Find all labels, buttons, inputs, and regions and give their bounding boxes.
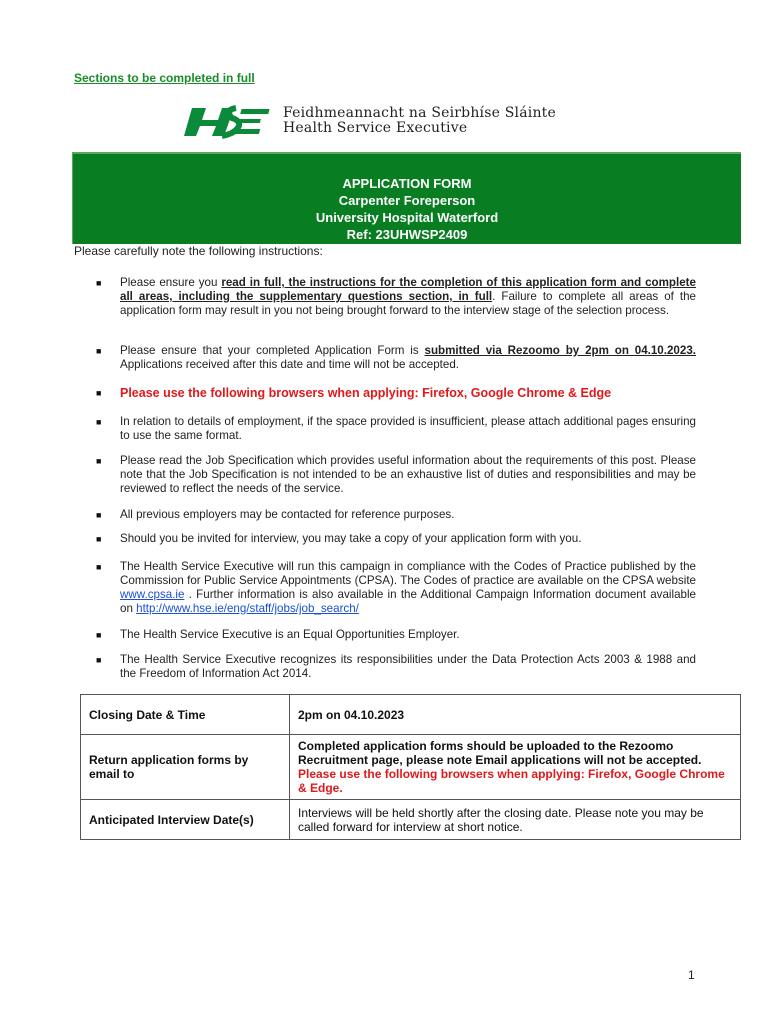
- bullet-icon: ■: [96, 388, 102, 398]
- bullet-icon: ■: [96, 456, 102, 466]
- closing-date-value: 2pm on 04.10.2023: [290, 695, 741, 735]
- instruction-item: ■ Should you be invited for interview, you may take a copy of your application form with you.: [96, 532, 582, 545]
- page-number: 1: [688, 968, 695, 982]
- interview-dates-label: Anticipated Interview Date(s): [81, 800, 290, 840]
- instruction-item: ■ Please read the Job Specification which provides useful information about the requirements of this post. Please note that the Job Specification is not intended to be an exhaustive list of duties and responsibilities and may be reviewed to reflect the needs of the service.: [96, 454, 696, 495]
- org-name-english: Health Service Executive: [283, 120, 468, 136]
- bullet-icon: ■: [96, 534, 102, 544]
- instruction-item: ■ The Health Service Executive recognizes its responsibilities under the Data Protection Acts 2003 & 1988 and the Freedom of Information Act 2014.: [96, 653, 696, 680]
- interview-dates-value: Interviews will be held shortly after the closing date. Please note you may be called forward for interview at short notice.: [290, 800, 741, 840]
- instruction-item: ■ Please use the following browsers when applying: Firefox, Google Chrome & Edge: [96, 386, 612, 400]
- table-row: [81, 695, 741, 735]
- instruction-item: ■ In relation to details of employment, if the space provided is insufficient, please attach additional pages ensuring to use the same format.: [96, 415, 696, 442]
- bullet-icon: ■: [96, 655, 102, 665]
- cpsa-link[interactable]: www.cpsa.ie: [120, 588, 185, 601]
- banner-hospital: University Hospital Waterford: [315, 210, 499, 225]
- return-forms-value: Completed application forms should be uploaded to the Rezoomo Recruitment page, please note Email applications will not be accepted. Please use the following browsers when applying: Firefox, Google Chrome & Edge.: [290, 735, 741, 800]
- bullet-icon: ■: [96, 278, 102, 288]
- instruction-item: ■ Please ensure you read in full, the instructions for the completion of this application form and complete all areas, including the supplementary questions section, in full. Failure to complete all areas of the application form may result in you not being brought forward to the interview stage of the selection process.: [96, 276, 696, 317]
- return-forms-label: Return application forms by email to: [81, 735, 290, 800]
- instruction-item: ■ Please ensure that your completed Application Form is submitted via Rezoomo by 2pm on 04.10.2023. Applications received after this date and time will not be accepted.: [96, 344, 696, 371]
- bullet-icon: ■: [96, 417, 102, 427]
- instruction-item: ■ All previous employers may be contacted for reference purposes.: [96, 508, 455, 521]
- banner-ref: Ref: 23UHWSP2409: [346, 227, 468, 242]
- table-row: [81, 800, 741, 840]
- bullet-icon: ■: [96, 630, 102, 640]
- org-name-irish: Feidhmeannacht na Seirbhíse Sláinte: [283, 105, 556, 121]
- instructions-intro: Please carefully note the following instructions:: [74, 244, 323, 258]
- hse-jobs-link[interactable]: http://www.hse.ie/eng/staff/jobs/job_search/: [136, 602, 359, 615]
- banner-title: APPLICATION FORM: [342, 176, 472, 191]
- bullet-icon: ■: [96, 510, 102, 520]
- bullet-icon: ■: [96, 346, 102, 356]
- closing-date-label: Closing Date & Time: [81, 695, 290, 735]
- sections-completed-link[interactable]: Sections to be completed in full: [74, 71, 255, 85]
- instruction-item: ■ The Health Service Executive will run this campaign in compliance with the Codes of Practice published by the Commission for Public Service Appointments (CPSA). The Codes of practice are available on the CPSA website www.cpsa.ie . Further information is also available in the Additional Campaign Information document available on http://www.hse.ie/eng/staff/jobs/job_search/: [96, 560, 696, 615]
- application-banner: [72, 152, 741, 244]
- hse-logo-icon: [184, 100, 276, 140]
- details-table: [80, 694, 741, 840]
- bullet-icon: ■: [96, 562, 102, 572]
- instruction-item: ■ The Health Service Executive is an Equal Opportunities Employer.: [96, 628, 460, 641]
- banner-job-title: Carpenter Foreperson: [338, 193, 476, 208]
- table-row: [81, 735, 741, 800]
- org-name: [283, 106, 556, 136]
